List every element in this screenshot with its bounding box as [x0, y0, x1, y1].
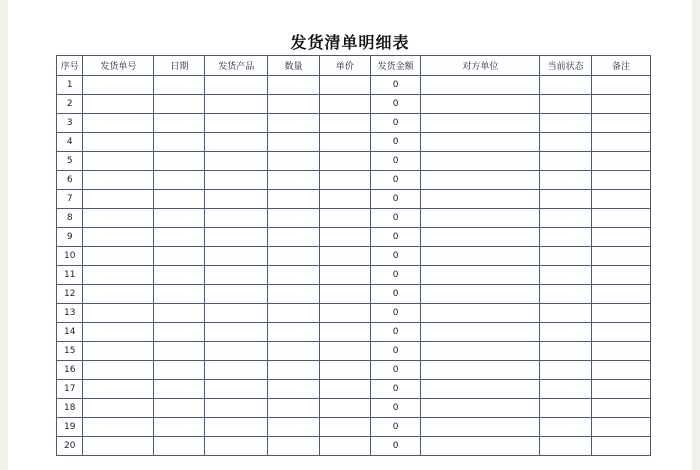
table-row	[57, 133, 651, 152]
col-header-unit-price: 单价	[319, 56, 370, 76]
cell-unit-price[interactable]	[319, 190, 370, 209]
cell-remarks[interactable]	[592, 247, 651, 266]
cell-order-no[interactable]	[83, 437, 154, 456]
cell-unit-price[interactable]	[319, 133, 370, 152]
col-header-date: 日期	[154, 56, 205, 76]
table-row	[57, 323, 651, 342]
cell-index[interactable]: 20	[57, 437, 83, 456]
cell-status[interactable]	[540, 285, 592, 304]
col-header-status: 当前状态	[540, 56, 592, 76]
cell-order-no[interactable]	[83, 247, 154, 266]
cell-date[interactable]	[154, 190, 205, 209]
cell-amount[interactable]: 0	[370, 399, 421, 418]
cell-date[interactable]	[154, 247, 205, 266]
cell-unit-price[interactable]	[319, 247, 370, 266]
cell-counterparty[interactable]	[421, 95, 540, 114]
cell-quantity[interactable]	[268, 380, 320, 399]
cell-remarks[interactable]	[592, 152, 651, 171]
cell-counterparty[interactable]	[421, 266, 540, 285]
cell-quantity[interactable]	[268, 76, 320, 95]
cell-unit-price[interactable]	[319, 228, 370, 247]
cell-counterparty[interactable]	[421, 304, 540, 323]
cell-quantity[interactable]	[268, 247, 320, 266]
cell-status[interactable]	[540, 152, 592, 171]
cell-date[interactable]	[154, 399, 205, 418]
cell-remarks[interactable]	[592, 437, 651, 456]
col-header-quantity: 数量	[268, 56, 320, 76]
cell-date[interactable]	[154, 228, 205, 247]
cell-date[interactable]	[154, 380, 205, 399]
table-row	[57, 76, 651, 95]
cell-remarks[interactable]	[592, 323, 651, 342]
cell-unit-price[interactable]	[319, 380, 370, 399]
cell-counterparty[interactable]	[421, 342, 540, 361]
cell-status[interactable]	[540, 399, 592, 418]
cell-quantity[interactable]	[268, 114, 320, 133]
cell-status[interactable]	[540, 361, 592, 380]
cell-status[interactable]	[540, 95, 592, 114]
cell-index[interactable]: 14	[57, 323, 83, 342]
cell-quantity[interactable]	[268, 266, 320, 285]
cell-status[interactable]	[540, 418, 592, 437]
table-row	[57, 114, 651, 133]
cell-remarks[interactable]	[592, 171, 651, 190]
cell-date[interactable]	[154, 76, 205, 95]
cell-status[interactable]	[540, 304, 592, 323]
cell-product[interactable]	[205, 266, 268, 285]
cell-unit-price[interactable]	[319, 209, 370, 228]
cell-order-no[interactable]	[83, 323, 154, 342]
cell-counterparty[interactable]	[421, 133, 540, 152]
cell-order-no[interactable]	[83, 190, 154, 209]
cell-counterparty[interactable]	[421, 418, 540, 437]
cell-product[interactable]	[205, 418, 268, 437]
cell-counterparty[interactable]	[421, 152, 540, 171]
cell-product[interactable]	[205, 380, 268, 399]
cell-counterparty[interactable]	[421, 228, 540, 247]
cell-quantity[interactable]	[268, 209, 320, 228]
cell-product[interactable]	[205, 304, 268, 323]
cell-product[interactable]	[205, 399, 268, 418]
cell-status[interactable]	[540, 266, 592, 285]
cell-counterparty[interactable]	[421, 190, 540, 209]
cell-amount[interactable]: 0	[370, 266, 421, 285]
cell-product[interactable]	[205, 209, 268, 228]
table-row	[57, 266, 651, 285]
cell-order-no[interactable]	[83, 361, 154, 380]
cell-remarks[interactable]	[592, 304, 651, 323]
cell-product[interactable]	[205, 342, 268, 361]
cell-date[interactable]	[154, 95, 205, 114]
cell-amount[interactable]: 0	[370, 171, 421, 190]
table-row	[57, 361, 651, 380]
cell-amount[interactable]: 0	[370, 190, 421, 209]
cell-product[interactable]	[205, 76, 268, 95]
cell-order-no[interactable]	[83, 114, 154, 133]
cell-date[interactable]	[154, 266, 205, 285]
cell-counterparty[interactable]	[421, 285, 540, 304]
spreadsheet-page	[8, 0, 692, 470]
table-row	[57, 95, 651, 114]
cell-counterparty[interactable]	[421, 437, 540, 456]
cell-remarks[interactable]	[592, 76, 651, 95]
cell-product[interactable]	[205, 323, 268, 342]
cell-remarks[interactable]	[592, 209, 651, 228]
cell-unit-price[interactable]	[319, 323, 370, 342]
cell-status[interactable]	[540, 190, 592, 209]
cell-order-no[interactable]	[83, 95, 154, 114]
cell-unit-price[interactable]	[319, 171, 370, 190]
cell-index[interactable]: 13	[57, 304, 83, 323]
cell-order-no[interactable]	[83, 266, 154, 285]
cell-remarks[interactable]	[592, 190, 651, 209]
cell-date[interactable]	[154, 323, 205, 342]
cell-quantity[interactable]	[268, 304, 320, 323]
cell-order-no[interactable]	[83, 133, 154, 152]
cell-product[interactable]	[205, 114, 268, 133]
cell-order-no[interactable]	[83, 380, 154, 399]
cell-order-no[interactable]	[83, 152, 154, 171]
cell-amount[interactable]: 0	[370, 209, 421, 228]
cell-product[interactable]	[205, 247, 268, 266]
col-header-counterparty: 对方单位	[421, 56, 540, 76]
cell-order-no[interactable]	[83, 399, 154, 418]
cell-quantity[interactable]	[268, 228, 320, 247]
cell-unit-price[interactable]	[319, 114, 370, 133]
cell-index[interactable]: 8	[57, 209, 83, 228]
table-row	[57, 304, 651, 323]
cell-amount[interactable]: 0	[370, 323, 421, 342]
cell-remarks[interactable]	[592, 114, 651, 133]
cell-order-no[interactable]	[83, 418, 154, 437]
cell-unit-price[interactable]	[319, 361, 370, 380]
cell-counterparty[interactable]	[421, 114, 540, 133]
cell-amount[interactable]: 0	[370, 133, 421, 152]
cell-order-no[interactable]	[83, 304, 154, 323]
cell-quantity[interactable]	[268, 152, 320, 171]
cell-amount[interactable]: 0	[370, 285, 421, 304]
cell-unit-price[interactable]	[319, 399, 370, 418]
cell-index[interactable]: 2	[57, 95, 83, 114]
table-row	[57, 152, 651, 171]
cell-unit-price[interactable]	[319, 285, 370, 304]
cell-index[interactable]: 12	[57, 285, 83, 304]
cell-unit-price[interactable]	[319, 266, 370, 285]
table-row	[57, 380, 651, 399]
cell-order-no[interactable]	[83, 76, 154, 95]
cell-index[interactable]: 7	[57, 190, 83, 209]
cell-amount[interactable]: 0	[370, 304, 421, 323]
cell-quantity[interactable]	[268, 399, 320, 418]
cell-order-no[interactable]	[83, 209, 154, 228]
cell-product[interactable]	[205, 228, 268, 247]
cell-order-no[interactable]	[83, 228, 154, 247]
cell-date[interactable]	[154, 304, 205, 323]
cell-amount[interactable]: 0	[370, 114, 421, 133]
cell-status[interactable]	[540, 323, 592, 342]
cell-unit-price[interactable]	[319, 418, 370, 437]
table-row	[57, 228, 651, 247]
table-row	[57, 342, 651, 361]
cell-unit-price[interactable]	[319, 152, 370, 171]
cell-remarks[interactable]	[592, 342, 651, 361]
cell-index[interactable]: 17	[57, 380, 83, 399]
table-row	[57, 209, 651, 228]
cell-index[interactable]: 11	[57, 266, 83, 285]
cell-remarks[interactable]	[592, 228, 651, 247]
cell-status[interactable]	[540, 342, 592, 361]
cell-date[interactable]	[154, 361, 205, 380]
col-header-product: 发货产品	[205, 56, 268, 76]
cell-quantity[interactable]	[268, 190, 320, 209]
cell-index[interactable]: 16	[57, 361, 83, 380]
cell-index[interactable]: 9	[57, 228, 83, 247]
cell-quantity[interactable]	[268, 95, 320, 114]
cell-status[interactable]	[540, 437, 592, 456]
cell-remarks[interactable]	[592, 285, 651, 304]
cell-date[interactable]	[154, 418, 205, 437]
cell-order-no[interactable]	[83, 342, 154, 361]
cell-quantity[interactable]	[268, 285, 320, 304]
cell-unit-price[interactable]	[319, 342, 370, 361]
cell-date[interactable]	[154, 285, 205, 304]
cell-status[interactable]	[540, 76, 592, 95]
cell-index[interactable]: 10	[57, 247, 83, 266]
cell-remarks[interactable]	[592, 380, 651, 399]
cell-index[interactable]: 1	[57, 76, 83, 95]
cell-index[interactable]: 15	[57, 342, 83, 361]
table-row	[57, 285, 651, 304]
cell-status[interactable]	[540, 171, 592, 190]
table-row	[57, 171, 651, 190]
cell-remarks[interactable]	[592, 399, 651, 418]
cell-product[interactable]	[205, 437, 268, 456]
cell-counterparty[interactable]	[421, 76, 540, 95]
cell-amount[interactable]: 0	[370, 228, 421, 247]
cell-date[interactable]	[154, 171, 205, 190]
cell-amount[interactable]: 0	[370, 95, 421, 114]
cell-date[interactable]	[154, 114, 205, 133]
cell-order-no[interactable]	[83, 285, 154, 304]
cell-product[interactable]	[205, 152, 268, 171]
cell-quantity[interactable]	[268, 171, 320, 190]
cell-quantity[interactable]	[268, 437, 320, 456]
cell-amount[interactable]: 0	[370, 342, 421, 361]
cell-unit-price[interactable]	[319, 304, 370, 323]
cell-status[interactable]	[540, 133, 592, 152]
cell-quantity[interactable]	[268, 418, 320, 437]
cell-remarks[interactable]	[592, 266, 651, 285]
cell-counterparty[interactable]	[421, 171, 540, 190]
cell-counterparty[interactable]	[421, 380, 540, 399]
cell-product[interactable]	[205, 361, 268, 380]
cell-product[interactable]	[205, 95, 268, 114]
cell-status[interactable]	[540, 114, 592, 133]
cell-amount[interactable]: 0	[370, 76, 421, 95]
cell-amount[interactable]: 0	[370, 437, 421, 456]
cell-unit-price[interactable]	[319, 437, 370, 456]
col-header-index: 序号	[57, 56, 83, 76]
cell-amount[interactable]: 0	[370, 152, 421, 171]
cell-order-no[interactable]	[83, 171, 154, 190]
cell-index[interactable]: 18	[57, 399, 83, 418]
cell-amount[interactable]: 0	[370, 380, 421, 399]
cell-index[interactable]: 5	[57, 152, 83, 171]
cell-date[interactable]	[154, 342, 205, 361]
page-title: 发货清单明细表	[290, 33, 410, 52]
cell-date[interactable]	[154, 133, 205, 152]
table-row	[57, 437, 651, 456]
cell-unit-price[interactable]	[319, 95, 370, 114]
shipment-table	[56, 55, 651, 456]
cell-remarks[interactable]	[592, 95, 651, 114]
cell-date[interactable]	[154, 152, 205, 171]
cell-date[interactable]	[154, 437, 205, 456]
table-row	[57, 247, 651, 266]
cell-index[interactable]: 4	[57, 133, 83, 152]
col-header-order-no: 发货单号	[83, 56, 154, 76]
cell-amount[interactable]: 0	[370, 418, 421, 437]
table-row	[57, 399, 651, 418]
col-header-remarks: 备注	[592, 56, 651, 76]
cell-quantity[interactable]	[268, 133, 320, 152]
cell-product[interactable]	[205, 171, 268, 190]
table-row	[57, 190, 651, 209]
cell-counterparty[interactable]	[421, 399, 540, 418]
cell-counterparty[interactable]	[421, 323, 540, 342]
cell-status[interactable]	[540, 380, 592, 399]
cell-amount[interactable]: 0	[370, 247, 421, 266]
table-header-row	[57, 56, 651, 76]
cell-counterparty[interactable]	[421, 361, 540, 380]
cell-quantity[interactable]	[268, 342, 320, 361]
cell-remarks[interactable]	[592, 133, 651, 152]
cell-remarks[interactable]	[592, 418, 651, 437]
cell-quantity[interactable]	[268, 361, 320, 380]
cell-product[interactable]	[205, 133, 268, 152]
cell-index[interactable]: 6	[57, 171, 83, 190]
cell-date[interactable]	[154, 209, 205, 228]
cell-unit-price[interactable]	[319, 76, 370, 95]
cell-remarks[interactable]	[592, 361, 651, 380]
cell-product[interactable]	[205, 285, 268, 304]
cell-status[interactable]	[540, 228, 592, 247]
cell-counterparty[interactable]	[421, 247, 540, 266]
cell-index[interactable]: 3	[57, 114, 83, 133]
cell-product[interactable]	[205, 190, 268, 209]
cell-status[interactable]	[540, 209, 592, 228]
cell-quantity[interactable]	[268, 323, 320, 342]
cell-counterparty[interactable]	[421, 209, 540, 228]
col-header-amount: 发货金额	[370, 56, 421, 76]
cell-index[interactable]: 19	[57, 418, 83, 437]
cell-amount[interactable]: 0	[370, 361, 421, 380]
cell-status[interactable]	[540, 247, 592, 266]
table-row	[57, 418, 651, 437]
table-body	[57, 76, 651, 456]
